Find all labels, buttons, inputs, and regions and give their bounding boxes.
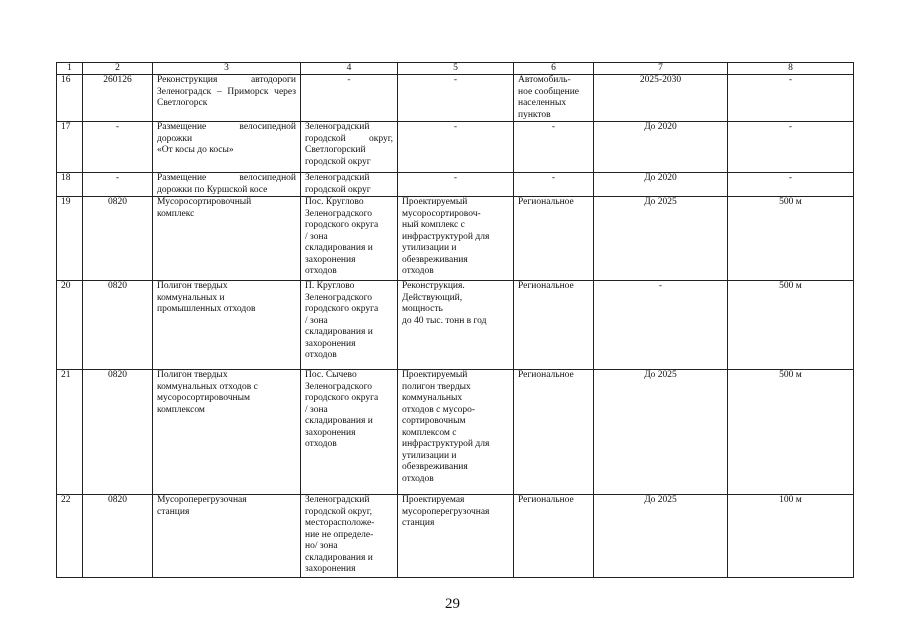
object-characteristics: Проектируемый полигон твердых коммунальных отходов с мусоро- сортировочным комплексом с инфраструктурой для утилизации и обезвреживания отходов [398, 370, 514, 495]
column-header: 1 [57, 63, 83, 75]
row-number: 22 [57, 495, 83, 578]
object-zone: - [728, 122, 854, 173]
row-number: 17 [57, 122, 83, 173]
object-significance: Региональное [514, 370, 594, 495]
object-name: Мусороперегрузочная станция [153, 495, 301, 578]
object-code: 0820 [83, 197, 153, 281]
page-number: 29 [445, 596, 460, 612]
object-significance: - [514, 173, 594, 197]
object-characteristics: Проектируемый мусоросортировоч- ный комплекс с инфраструктурой для утилизации и обезвреживания отходов [398, 197, 514, 281]
objects-table [56, 62, 854, 578]
object-code: - [83, 173, 153, 197]
object-code: 260126 [83, 75, 153, 122]
row-number: 16 [57, 75, 83, 122]
table-header [57, 63, 854, 75]
object-period: До 2025 [594, 197, 728, 281]
object-significance: Региональное [514, 495, 594, 578]
object-period: 2025-2030 [594, 75, 728, 122]
table-row [57, 495, 854, 578]
object-location: Зеленоградский городской округ, Светлогорский городской округ [301, 122, 398, 173]
object-location: Зеленоградский городской округ [301, 173, 398, 197]
object-name: Размещение велосипедной дорожки «От косы до косы» [153, 122, 301, 173]
object-significance: Автомобиль- ное сообщение населенных пунктов [514, 75, 594, 122]
object-characteristics: - [398, 75, 514, 122]
column-header: 5 [398, 63, 514, 75]
object-location: Зеленоградский городской округ, месторасположе- ние не определе- но/ зона складирования и захоронения [301, 495, 398, 578]
column-header: 6 [514, 63, 594, 75]
object-significance: Региональное [514, 197, 594, 281]
row-number: 20 [57, 281, 83, 370]
table-row [57, 75, 854, 122]
object-characteristics: - [398, 173, 514, 197]
object-characteristics: Реконструкция. Действующий, мощность до 40 тыс. тонн в год [398, 281, 514, 370]
object-zone: 500 м [728, 370, 854, 495]
object-period: До 2025 [594, 495, 728, 578]
column-header: 2 [83, 63, 153, 75]
object-location: Пос. Круглово Зеленоградского городского округа / зона складирования и захоронения отходов [301, 197, 398, 281]
object-zone: 500 м [728, 197, 854, 281]
object-code: 0820 [83, 495, 153, 578]
object-zone: 100 м [728, 495, 854, 578]
object-location: П. Круглово Зеленоградского городского округа / зона складирования и захоронения отходов [301, 281, 398, 370]
object-location: - [301, 75, 398, 122]
object-characteristics: - [398, 122, 514, 173]
object-location: Пос. Сычево Зеленоградского городского округа / зона складирования и захоронения отходов [301, 370, 398, 495]
object-period: - [594, 281, 728, 370]
object-significance: - [514, 122, 594, 173]
table-row [57, 197, 854, 281]
table-row [57, 122, 854, 173]
object-zone: - [728, 75, 854, 122]
object-zone: 500 м [728, 281, 854, 370]
object-period: До 2020 [594, 173, 728, 197]
object-zone: - [728, 173, 854, 197]
row-number: 19 [57, 197, 83, 281]
table-row [57, 173, 854, 197]
object-period: До 2025 [594, 370, 728, 495]
column-header: 4 [301, 63, 398, 75]
row-number: 21 [57, 370, 83, 495]
column-header: 7 [594, 63, 728, 75]
object-characteristics: Проектируемая мусороперегрузочная станция [398, 495, 514, 578]
object-name: Полигон твердых коммунальных и промышленных отходов [153, 281, 301, 370]
object-period: До 2020 [594, 122, 728, 173]
object-name: Реконструкция автодороги Зеленоградск – Приморск через Светлогорск [153, 75, 301, 122]
object-code: 0820 [83, 281, 153, 370]
object-code: 0820 [83, 370, 153, 495]
row-number: 18 [57, 173, 83, 197]
object-name: Размещение велосипедной дорожки по Куршской косе [153, 173, 301, 197]
object-code: - [83, 122, 153, 173]
object-name: Мусоросортировочный комплекс [153, 197, 301, 281]
table-row [57, 281, 854, 370]
column-header: 3 [153, 63, 301, 75]
column-header: 8 [728, 63, 854, 75]
object-name: Полигон твердых коммунальных отходов с мусоросортировочным комплексом [153, 370, 301, 495]
table-row [57, 370, 854, 495]
object-significance: Региональное [514, 281, 594, 370]
